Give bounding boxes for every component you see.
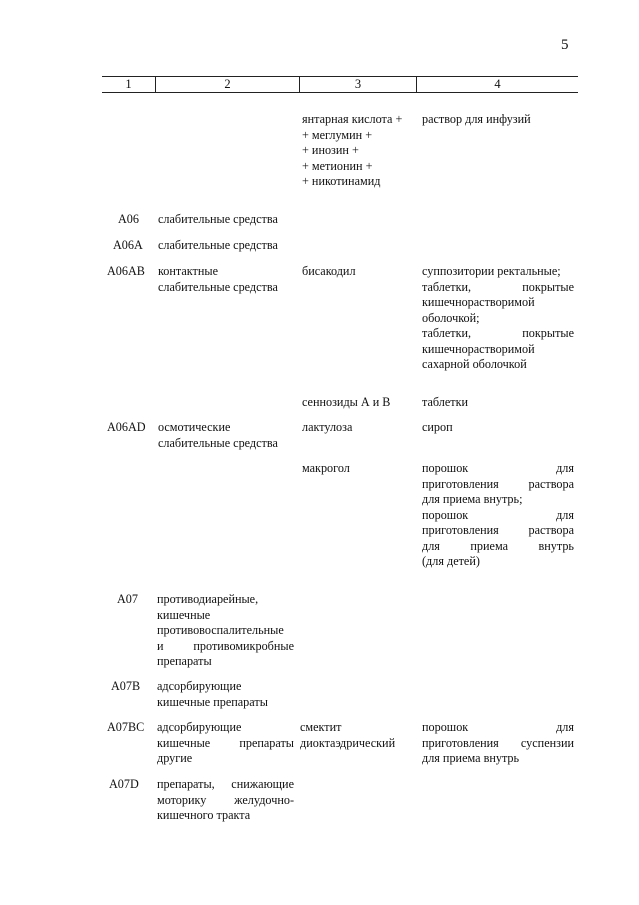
group-name-word: противомикробные: [193, 638, 294, 653]
group-name: контактные: [158, 264, 219, 278]
atc-code: A06A: [113, 238, 143, 252]
group-name-word: и: [157, 638, 164, 653]
atc-code: A06AD: [107, 420, 146, 434]
dosage-form-word: приготовления: [422, 735, 499, 750]
dosage-form-word: приготовления: [422, 523, 499, 537]
drug-name: янтарная кислота +: [302, 112, 403, 126]
group-name: [157, 736, 294, 752]
dosage-form-word: покрытые: [522, 326, 574, 340]
drug-name: + метионин +: [302, 158, 373, 173]
dosage-form: [422, 720, 574, 736]
dosage-form-word: внутрь: [538, 538, 574, 553]
atc-code: A06AB: [107, 264, 145, 278]
dosage-form: [422, 523, 574, 539]
dosage-form: [422, 280, 574, 296]
group-name-word: препараты,: [157, 777, 215, 791]
group-name: другие: [157, 751, 193, 765]
dosage-form-word: для: [422, 538, 440, 553]
drug-name: сеннозиды А и В: [302, 395, 391, 409]
drug-name: диоктаэдрический: [300, 735, 396, 750]
atc-code: A07BC: [107, 720, 145, 734]
atc-code: A07B: [111, 679, 141, 693]
drug-name: + никотинамид: [302, 174, 381, 188]
dosage-form-word: порошок: [422, 507, 469, 522]
group-name-word: моторику: [157, 792, 207, 807]
group-name: осмотические: [158, 420, 231, 434]
dosage-form-word: приема: [470, 538, 508, 553]
header-col-1: 1: [125, 77, 132, 91]
header-col-2: 2: [224, 77, 231, 91]
dosage-form: (для детей): [422, 554, 480, 568]
dosage-form-word: таблетки,: [422, 326, 472, 340]
dosage-form: суппозитории ректальные;: [422, 264, 561, 278]
atc-code: A07: [117, 592, 138, 606]
group-name: кишечные препараты: [157, 694, 268, 709]
drug-name: макрогол: [302, 461, 350, 475]
group-name: слабительные средства: [158, 238, 278, 252]
group-name: слабительные средства: [158, 435, 278, 450]
group-name: препараты: [157, 654, 212, 668]
group-name: кишечные: [157, 607, 211, 622]
drug-name: бисакодил: [302, 264, 356, 278]
dosage-form: для приема внутрь: [422, 751, 520, 765]
group-name-word: снижающие: [231, 777, 294, 791]
drug-name: + инозин +: [302, 143, 359, 157]
group-name: [157, 639, 294, 655]
dosage-form-word: порошок: [422, 720, 469, 734]
dosage-form-word: таблетки,: [422, 279, 472, 294]
dosage-form: [422, 477, 574, 493]
dosage-form-word: для: [556, 461, 574, 475]
atc-code: A07D: [109, 777, 139, 791]
header-col-4: 4: [494, 77, 501, 91]
drug-name: лактулоза: [302, 420, 353, 434]
dosage-form: сахарной оболочкой: [422, 357, 527, 371]
group-name-word: препараты: [239, 735, 294, 750]
group-name: адсорбирующие: [157, 720, 242, 734]
page-number: 5: [561, 37, 569, 53]
dosage-form-word: порошок: [422, 461, 469, 475]
group-name: слабительные средства: [158, 212, 278, 226]
dosage-form: [422, 539, 574, 555]
dosage-form-word: приготовления: [422, 476, 499, 491]
dosage-form: [422, 461, 574, 477]
dosage-form: кишечнорастворимой: [422, 295, 535, 309]
dosage-form-word: раствора: [528, 476, 574, 491]
group-name: противовоспалительные: [157, 623, 284, 637]
drug-name: смектит: [300, 720, 342, 734]
group-name: [157, 793, 294, 809]
header-col-3: 3: [354, 77, 362, 91]
dosage-form: для приема внутрь;: [422, 492, 523, 506]
dosage-form: сироп: [422, 420, 453, 434]
dosage-form-word: для: [556, 720, 574, 734]
dosage-form-word: суспензии: [520, 735, 574, 750]
dosage-form-word: для: [556, 507, 574, 522]
table-header: [102, 76, 578, 93]
dosage-form-word: раствора: [528, 523, 574, 537]
dosage-form: раствор для инфузий: [422, 112, 531, 126]
group-name: кишечного тракта: [157, 808, 251, 822]
dosage-form: [422, 736, 574, 752]
dosage-form: кишечнорастворимой: [422, 341, 535, 356]
group-name-word: желудочно-: [234, 792, 294, 807]
dosage-form: таблетки: [422, 395, 469, 409]
dosage-form: [422, 508, 574, 524]
group-name: адсорбирующие: [157, 679, 242, 693]
dosage-form: оболочкой;: [422, 310, 480, 325]
dosage-form: [422, 326, 574, 342]
drug-name: + меглумин +: [302, 127, 373, 142]
group-name: слабительные средства: [158, 279, 278, 294]
dosage-form-word: покрытые: [522, 279, 574, 294]
group-name: [157, 777, 294, 793]
group-name: противодиарейные,: [157, 592, 259, 606]
atc-code: A06: [118, 212, 139, 226]
group-name-word: кишечные: [157, 735, 211, 750]
